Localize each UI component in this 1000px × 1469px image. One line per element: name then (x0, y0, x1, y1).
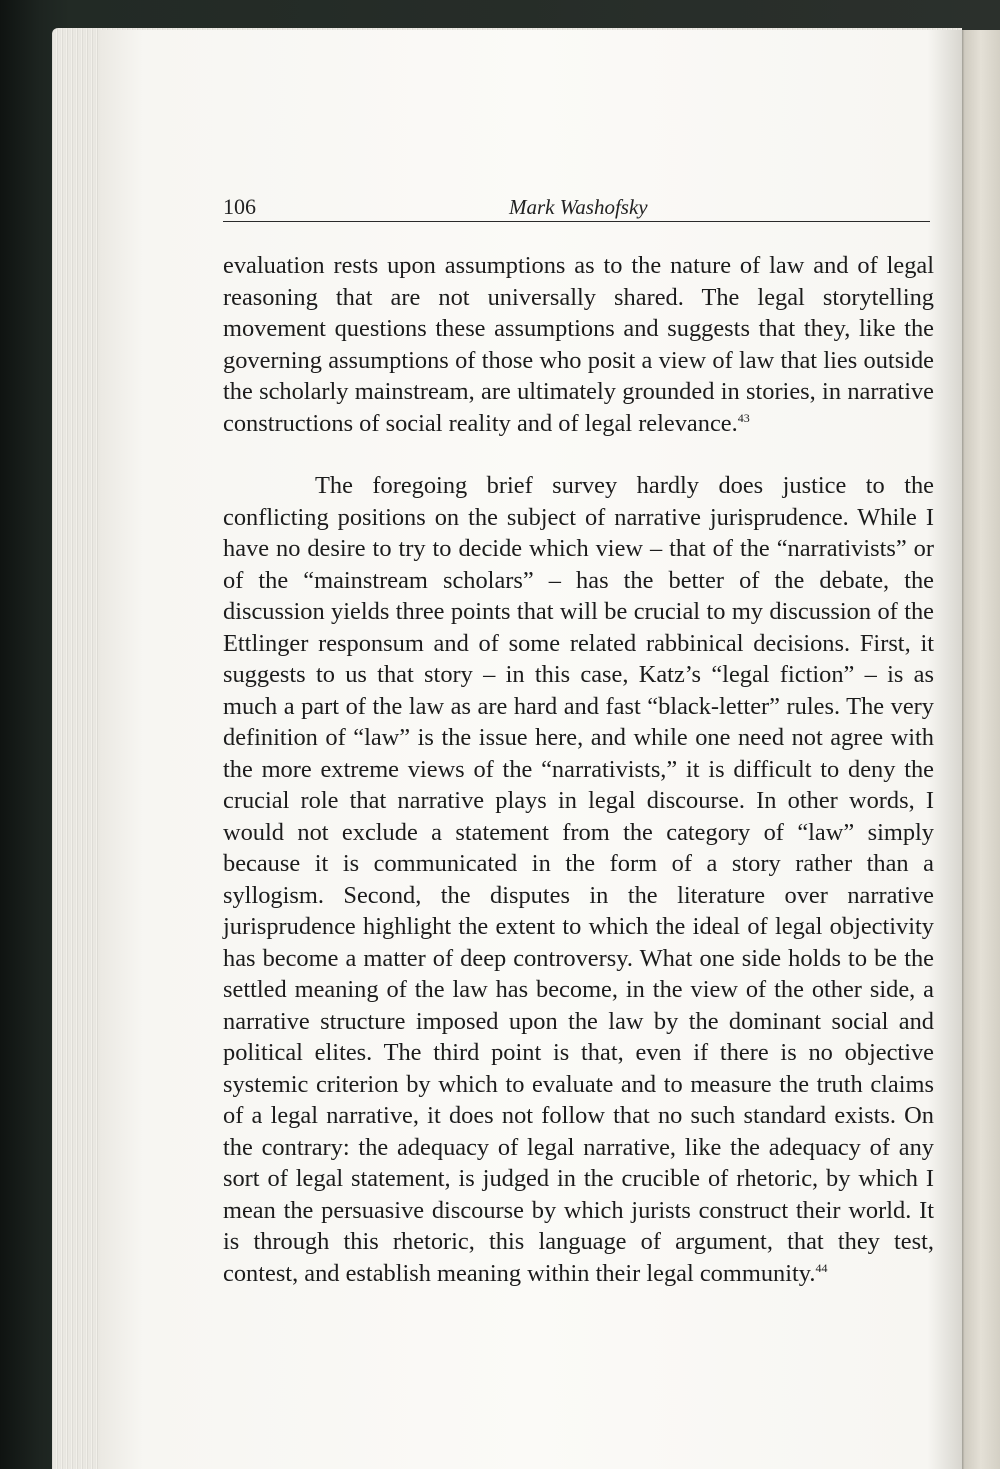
body-text (223, 250, 934, 1289)
footnote-marker: 44 (815, 1260, 828, 1275)
paragraph-text: The foregoing brief survey hardly does justice to the conflicting positions on the subject of narrative jurisprudence. While I have no desire to try to decide which view – that of the “narrativists” or of the “mainstream scholars” – has the better of the debate, the discussion yields three points that will be crucial to my discussion of the Ettlinger responsum and of some related rabbinical decisions. First, it suggests to us that story – in this case, Katz’s “legal fiction” – is as much a part of the law as are hard and fast “black-letter” rules. The very definition of “law” is the issue here, and while one need not agree with the more extreme views of the “narrativists,” it is difficult to deny the crucial role that narrative plays in legal discourse. In other words, I would not exclude a statement from the category of “law” simply because it is communicated in the form of a story rather than a syllogism. Second, the disputes in the literature over narrative jurisprudence highlight the extent to which the ideal of legal objectivity has become a matter of deep controversy. What one side holds to be the settled meaning of the law has become, in the view of the other side, a narrative structure imposed upon the law by the dominant social and political elites. The third point is that, even if there is no objective systemic criterion by which to evaluate and to measure the truth claims of a legal narrative, it does not follow that no such standard exists. On the contrary: the adequacy of legal narrative, like the adequacy of any sort of legal statement, is judged in the crucible of rhetoric, by which I mean the persuasive discourse by which jurists construct their world. It is through this rhetoric, this language of argument, that they test, contest, and establish meaning within their legal community. (223, 472, 934, 1287)
paragraph (223, 250, 934, 439)
running-header (223, 193, 930, 222)
page-number: 106 (223, 194, 256, 219)
running-head-author: Mark Washofsky (509, 195, 648, 219)
paragraph-text: evaluation rests upon assumptions as to the nature of law and of legal reasoning that are not universally shared. The legal storytelling movement questions these assumptions and suggests that they, like the governing assumptions of those who posit a view of law that lies outside the scholarly mainstream, are ultimately grounded in stories, in narrative constructions of social reality and of legal relevance. (223, 252, 934, 437)
paragraph (223, 470, 934, 1289)
footnote-marker: 43 (737, 410, 750, 425)
